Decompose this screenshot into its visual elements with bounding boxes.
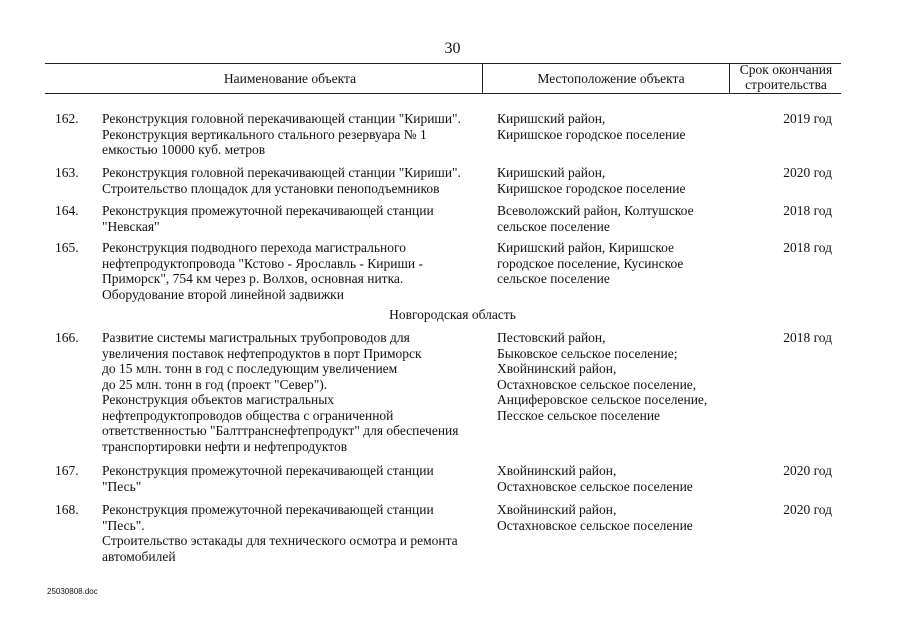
object-location-line: Киришский район, — [497, 165, 606, 180]
row-number: 166. — [55, 330, 79, 345]
object-name-line: нефтепродуктопровода "Кстово - Ярославль - Кириши - — [102, 255, 423, 271]
completion-year: 2018 год — [783, 203, 832, 218]
header-object-location: Местоположение объекта — [537, 71, 685, 86]
row-number: 163. — [55, 165, 79, 180]
object-name-line: Реконструкция промежуточной перекачивающей станции — [102, 203, 434, 218]
object-location-line: Остахновское сельское поселение, — [497, 376, 697, 392]
header-term-line: строительства — [745, 77, 827, 92]
object-name-line: емкостью 10000 куб. метров — [102, 142, 266, 157]
object-name-line: Развитие системы магистральных трубопроводов для — [102, 330, 410, 345]
object-location-line: Остахновское сельское поселение — [497, 478, 693, 494]
row-number: 165. — [55, 240, 79, 255]
header-separator — [482, 63, 483, 93]
document-file-code: 25030808.doc — [47, 587, 98, 596]
header-bottom-rule — [45, 93, 841, 94]
object-name-line: Реконструкция промежуточной перекачивающей станции — [102, 502, 434, 517]
object-name-line: "Песь". — [102, 517, 145, 533]
object-name-line: нефтепродуктопроводов общества с ограниченной — [102, 407, 394, 423]
object-location-line: Киришский район, Киришское — [497, 240, 675, 255]
row-number: 167. — [55, 463, 79, 478]
page-number: 30 — [444, 40, 461, 57]
completion-year: 2020 год — [783, 165, 832, 180]
object-name-line: ответственностью "Балттранснефтепродукт" для обеспечения — [102, 423, 459, 438]
object-name-line: Приморск", 754 км через р. Волхов, основная нитка. — [102, 271, 404, 286]
object-location-line: Песское сельское поселение — [497, 407, 661, 423]
completion-year: 2020 год — [783, 502, 832, 517]
object-location — [497, 111, 737, 142]
object-name — [102, 502, 492, 564]
object-name-line: Реконструкция объектов магистральных — [102, 392, 335, 407]
object-name-line: Строительство площадок для установки пеноподъемников — [102, 180, 440, 196]
row-number: 164. — [55, 203, 79, 218]
object-name-line: до 15 млн. тонн в год с последующим увеличением — [102, 361, 398, 376]
object-name-line: Реконструкция промежуточной перекачивающей станции — [102, 463, 434, 478]
object-location — [497, 165, 737, 196]
row-number: 162. — [55, 111, 79, 126]
object-name — [102, 111, 492, 158]
object-name-line: Реконструкция подводного перехода магистрального — [102, 240, 406, 255]
object-name-line: "Невская" — [102, 218, 160, 234]
completion-year: 2019 год — [783, 111, 832, 126]
object-name-line: "Песь" — [102, 478, 142, 494]
object-location-line: Хвойнинский район, — [497, 502, 617, 517]
object-name-line: Реконструкция головной перекачивающей станции "Кириши". — [102, 165, 461, 180]
object-location-line: Анциферовское сельское поселение, — [497, 392, 708, 407]
object-location-line: Хвойнинский район, — [497, 463, 617, 478]
object-location-line: Остахновское сельское поселение — [497, 517, 693, 533]
completion-year: 2020 год — [783, 463, 832, 478]
header-top-rule — [45, 63, 841, 64]
object-name — [102, 330, 492, 454]
object-name-line: Оборудование второй линейной задвижки — [102, 286, 344, 302]
object-location-line: сельское поселение — [497, 218, 610, 234]
header-object-name: Наименование объекта — [223, 71, 357, 86]
completion-year: 2018 год — [783, 330, 832, 345]
object-location-line: сельское поселение — [497, 271, 610, 286]
header-term-line: Срок окончания — [739, 62, 833, 77]
object-name — [102, 463, 492, 494]
completion-year: 2018 год — [783, 240, 832, 255]
object-location-line: Быковское сельское поселение; — [497, 345, 678, 361]
object-location-line: городское поселение, Кусинское — [497, 255, 684, 271]
region-heading: Новгородская область — [389, 307, 516, 322]
object-location-line: Хвойнинский район, — [497, 361, 617, 376]
object-location — [497, 330, 737, 423]
header-completion-term — [730, 62, 842, 92]
object-name-line: Строительство эстакады для технического осмотра и ремонта — [102, 533, 458, 548]
object-location — [497, 203, 737, 234]
row-number: 168. — [55, 502, 79, 517]
object-name-line: Реконструкция вертикального стального резервуара № 1 — [102, 126, 427, 142]
object-name-line: увеличения поставок нефтепродуктов в порт Приморск — [102, 345, 422, 361]
object-location-line: Киришское городское поселение — [497, 126, 686, 142]
object-name — [102, 240, 492, 302]
object-location-line: Киришское городское поселение — [497, 180, 686, 196]
object-name-line: транспортировки нефти и нефтепродуктов — [102, 438, 348, 454]
object-location — [497, 240, 737, 287]
object-name-line: автомобилей — [102, 548, 176, 564]
object-location-line: Киришский район, — [497, 111, 606, 126]
object-name — [102, 203, 492, 234]
object-location-line: Пестовский район, — [497, 330, 606, 345]
object-location — [497, 502, 737, 533]
object-name-line: до 25 млн. тонн в год (проект "Север"). — [102, 376, 328, 392]
object-name-line: Реконструкция головной перекачивающей станции "Кириши". — [102, 111, 461, 126]
object-name — [102, 165, 492, 196]
object-location — [497, 463, 737, 494]
object-location-line: Всеволожский район, Колтушское — [497, 203, 694, 218]
